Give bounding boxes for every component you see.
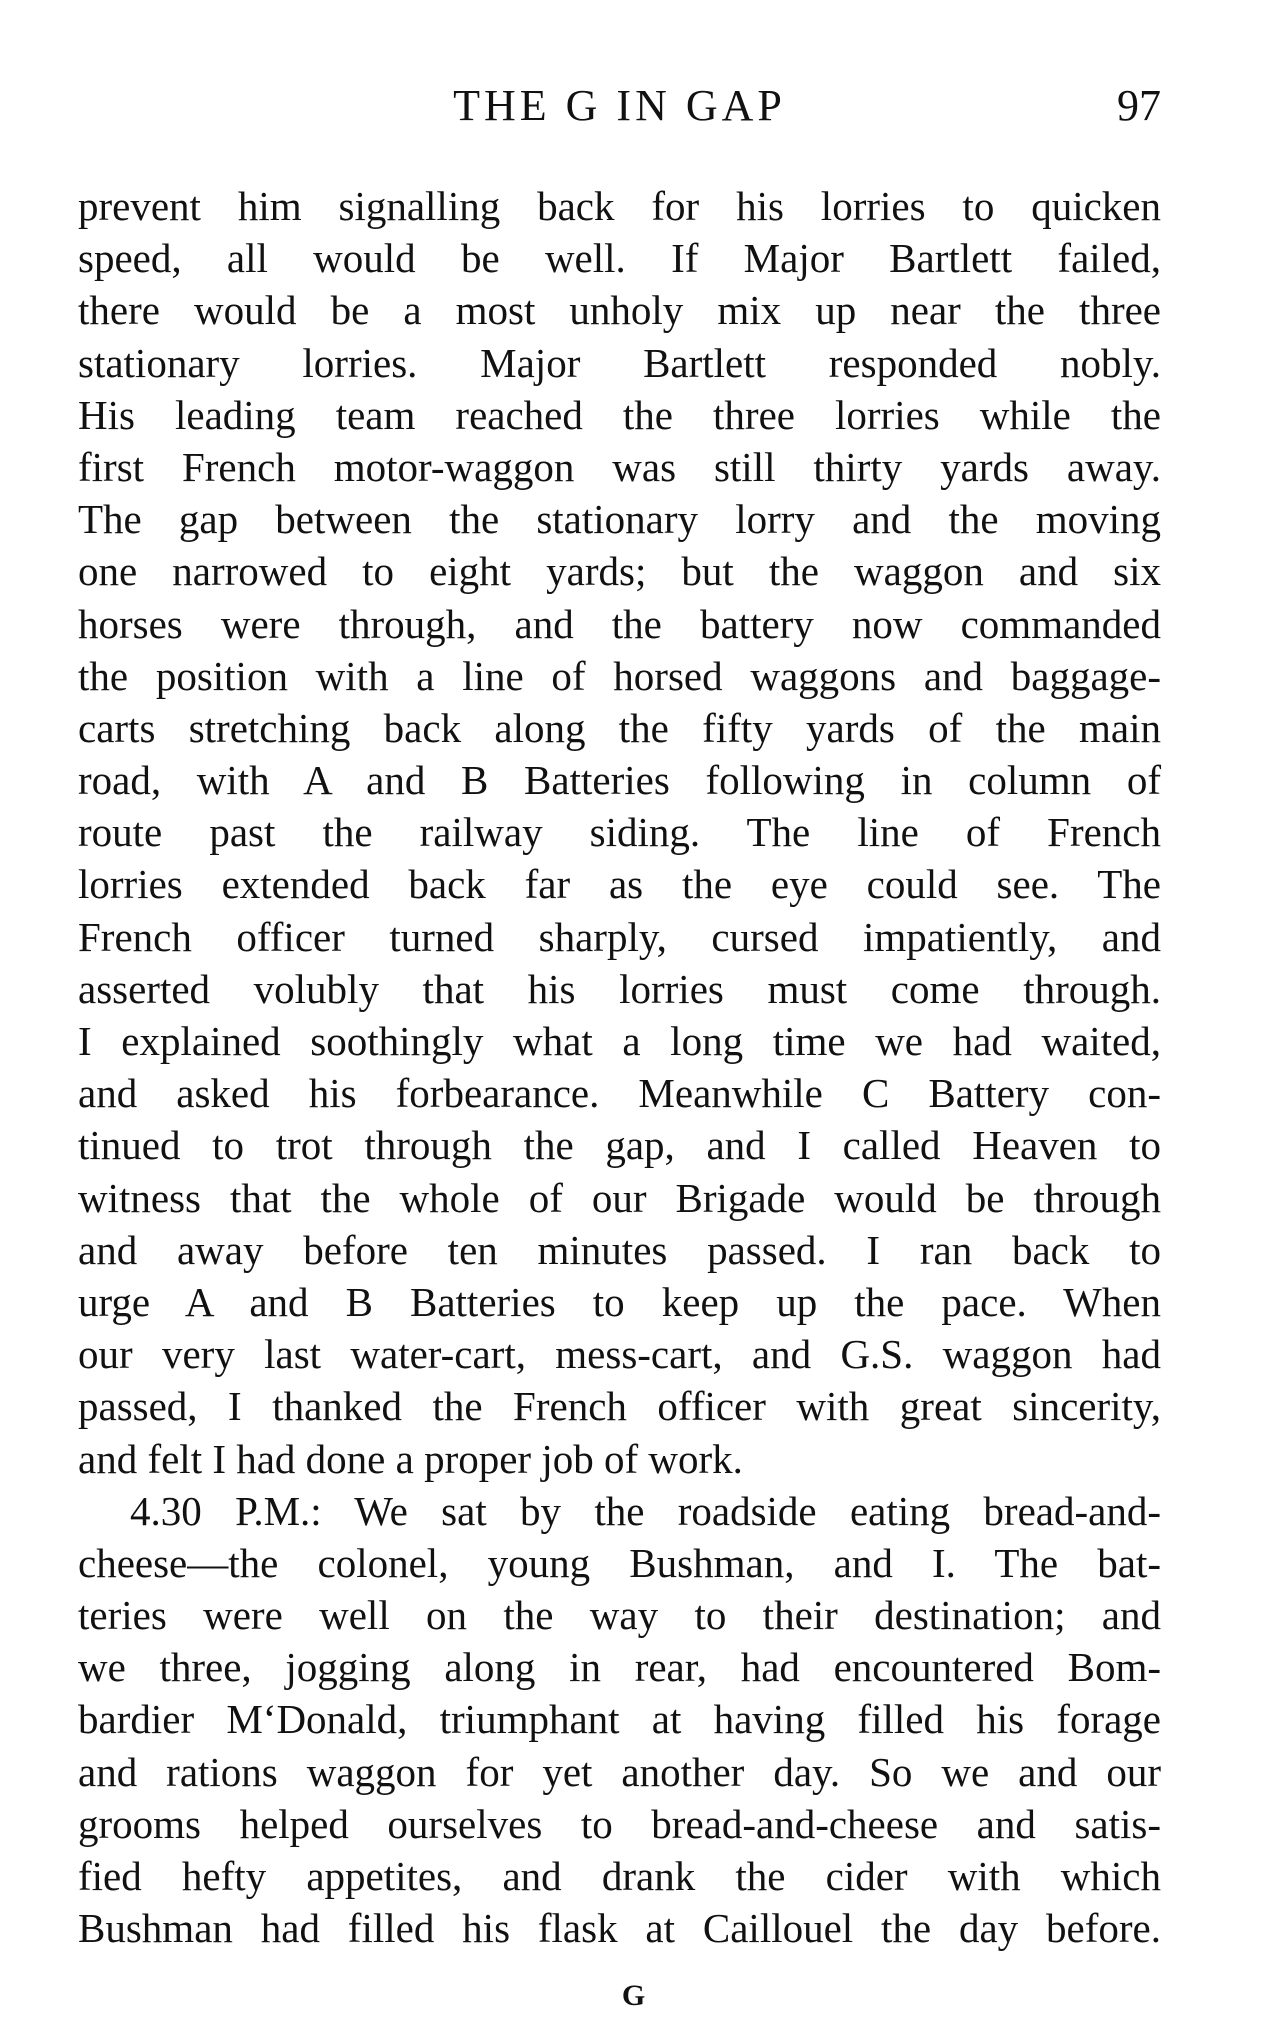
text-line: asserted volubly that his lorries must come through. [78,965,1161,1012]
text-line: tinued to trot through the gap, and I called Heaven to [78,1122,1161,1169]
signature-mark: G [621,1979,646,2012]
text-line: and asked his forbearance. Meanwhile C Battery con- [78,1070,1161,1117]
text-line: we three, jogging along in rear, had encountered Bom- [78,1644,1161,1691]
text-line: prevent him signalling back for his lorries to quicken [78,183,1161,229]
text-line: the position with a line of horsed waggons and baggage- [78,652,1161,699]
text-line: carts stretching back along the fifty yards of the main [78,704,1161,751]
text-line: our very last water-cart, mess-cart, and G.S. waggon had [78,1331,1161,1378]
text-line: road, with A and B Batteries following in column of [78,757,1161,804]
page-number: 97 [1117,81,1161,130]
text-line: route past the railway siding. The line of French [78,809,1161,856]
running-head [78,78,1161,134]
text-line: cheese—the colonel, young Bushman, and I. The bat- [78,1539,1161,1586]
text-line: first French motor-waggon was still thirty yards away. [78,443,1161,490]
text-line: speed, all would be well. If Major Bartlett failed, [78,235,1161,282]
text-line: and away before ten minutes passed. I ran back to [78,1226,1161,1273]
body-text [78,180,1161,1954]
text-line: and rations waggon for yet another day. So we and our [78,1748,1161,1795]
text-line: The gap between the stationary lorry and the moving [78,496,1161,543]
text-line: Bushman had filled his flask at Caillouel the day before. [78,1905,1161,1952]
text-line: and felt I had done a proper job of work. [78,1435,743,1482]
text-line: urge A and B Batteries to keep up the pace. When [78,1278,1161,1325]
text-line: bardier M‘Donald, triumphant at having filled his forage [78,1696,1161,1743]
text-line: I explained soothingly what a long time we had waited, [78,1018,1161,1064]
chapter-title: THE G IN GAP [453,81,786,130]
text-line: 4.30 P.M.: We sat by the roadside eating bread-and- [130,1487,1161,1534]
text-line: one narrowed to eight yards; but the waggon and six [78,548,1161,595]
text-line: passed, I thanked the French officer with great sincerity, [78,1383,1161,1430]
text-line: fied hefty appetites, and drank the cider with which [78,1853,1161,1899]
text-line: lorries extended back far as the eye could see. The [78,861,1161,908]
text-line: there would be a most unholy mix up near the three [78,287,1161,334]
text-line: grooms helped ourselves to bread-and-cheese and satis- [78,1800,1161,1847]
text-line: stationary lorries. Major Bartlett responded nobly. [78,339,1161,386]
text-line: French officer turned sharply, cursed impatiently, and [78,913,1161,960]
text-line: witness that the whole of our Brigade would be through [78,1174,1161,1221]
text-line: horses were through, and the battery now commanded [78,600,1161,647]
text-line: teries were well on the way to their destination; and [78,1592,1161,1639]
text-line: His leading team reached the three lorries while the [78,391,1161,438]
